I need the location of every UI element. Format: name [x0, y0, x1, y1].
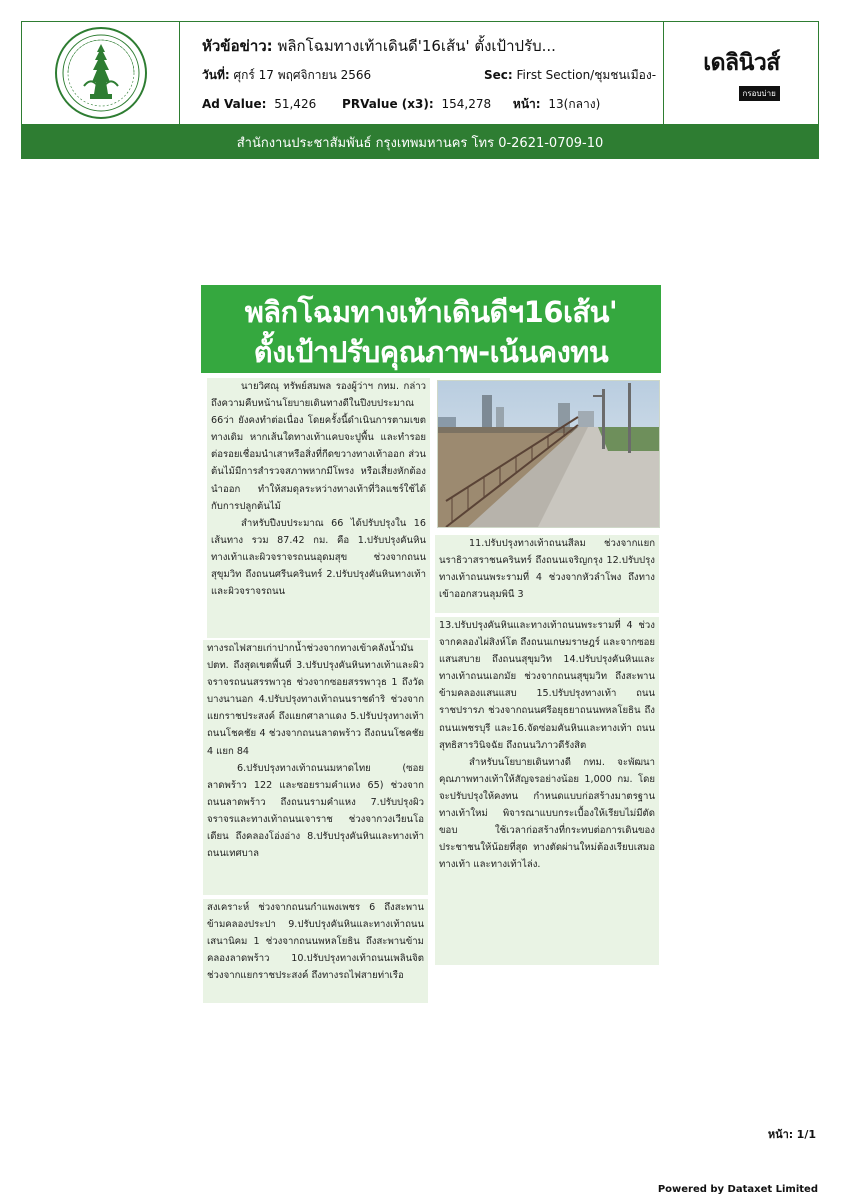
article-title-line-2: ตั้งเป้าปรับคุณภาพ-เน้นคงทน	[253, 335, 609, 369]
ad-value-label: Ad Value:	[202, 97, 267, 111]
clipping-info	[180, 22, 663, 124]
date-row	[202, 66, 657, 85]
article-paragraph: สำหรับปีงบประมาณ 66 ได้ปรับปรุงใน 16 เส้นทาง รวม 87.42 กม. คือ 1.ปรับปรุงคันหินทางเท้าและผิวจราจรถนนอุดมสุข ช่วงจากถนนสุขุมวิท ถึงถนนศรีนครินทร์ 2.ปรับปรุงคันหินทางเท้าและผิวจราจรถนน	[211, 517, 426, 598]
ad-value: 51,426	[274, 97, 317, 111]
article-title-band	[201, 285, 661, 373]
footer-page-value: 1/1	[796, 1128, 816, 1141]
article-paragraph: นายวิศณุ ทรัพย์สมพล รองผู้ว่าฯ กทม. กล่าวถึงความคืบหน้านโยบายเดินทางดีในปีงบประมาณ 66ว่า ยังคงทำต่อเนื่อง โดยครั้งนี้ดำเนินการตามเขตทางเดิม หากเส้นใดทางเท้าแคบจะปูพื้น และทำรอยต่อรอยเชื่อมนำเสาหรือสิ่งที่กีดขวางทางเท้าออก ส่วนต้นไม้มีการสำรวจสภาพหากมีโพรง หรือเสี่ยงหักต้องนำออก ทำให้สมดุลระหว่างทางเท้าที่วิลแชร์ใช้ได้ กับการปลูกต้นไม้	[211, 381, 426, 512]
brand-logo	[703, 45, 780, 101]
organization-text: สำนักงานประชาสัมพันธ์ กรุงเทพมหานคร โทร 0-2621-0709-10	[236, 135, 604, 151]
news-clipping	[201, 285, 661, 1037]
section-label: Sec:	[484, 68, 513, 82]
brand-name: เดลินิวส์	[703, 50, 780, 76]
article-paragraph: 6.ปรับปรุงทางเท้าถนนมหาดไทย (ซอยลาดพร้าว 122 และซอยรามคำแหง 65) ช่วงจากถนนลาดพร้าว ถึงถนนรามคำแหง 7.ปรับปรุงผิวจราจรและทางเท้าถนนเจาราช ช่วงจากวงเวียนโอเดียน ถึงคลองโอ่งอ่าง 8.ปรับปรุงคันหินและทางเท้าถนนเทศบาล	[207, 762, 424, 860]
value-row	[202, 95, 604, 114]
date-value: ศุกร์ 17 พฤศจิกายน 2566	[233, 68, 372, 82]
headline-text: พลิกโฉมทางเท้าเดินดี'16เส้น' ตั้งเป้าปรับ...	[277, 37, 556, 55]
section-value: First Section/ชุมชนเมือง-	[516, 68, 657, 82]
article-paragraph: 13.ปรับปรุงคันหินและทางเท้าถนนพระรามที่ 4 ช่วงจากคลองไผ่สิงห์โต ถึงถนนเกษมราษฎร์ และจากซอยแสนสบาย ถึงถนนสุขุมวิท 14.ปรับปรุงคันหินและทางเท้าถนนเอกมัย ช่วงจากถนนสุขุมวิท ถึงสะพานข้ามคลองแสนแสบ 15.ปรับปรุงทางเท้า ถนนราชปรารภ ช่วงจากถนนศรีอยุธยาถนนพหลโยธิน ถึงถนนเพชรบุรี และ16.จัดซ่อมคันหินและทางเท้า ถนนสุทธิสารวินิจฉัย ถึงถนนวิภาวดีรังสิต	[439, 620, 655, 751]
publication-brand	[663, 22, 819, 124]
article-column-3	[203, 899, 428, 1003]
article-paragraph: 11.ปรับปรุงทางเท้าถนนสีลม ช่วงจากแยกนราธิวาสราชนครินทร์ ถึงถนนเจริญกรุง 12.ปรับปรุงทางเท้าถนนพระรามที่ 4 ช่วงจากหัวลำโพง ถึงทางเข้าออกสวนลุมพินี 3	[439, 538, 655, 601]
logo-cell	[22, 22, 180, 124]
riverside-walkway-image	[438, 381, 659, 527]
article-paragraph: สงเคราะห์ ช่วงจากถนนกำแพงเพชร 6 ถึงสะพานข้ามคลองประปา 9.ปรับปรุงคันหินและทางเท้าถนนเสนานิคม 1 ช่วงจากถนนพหลโยธิน ถึงสะพานข้ามคลองลาดพร้าว 10.ปรับปรุงทางเท้าถนนเพลินจิต ช่วงจากแยกราชประสงค์ ถึงทางรถไฟสายท่าเรือ	[207, 902, 424, 982]
article-column-5	[435, 617, 659, 965]
pr-value: 154,278	[441, 97, 492, 111]
organization-bar	[21, 125, 819, 159]
walkway-photo	[437, 380, 660, 528]
article-column-1	[207, 378, 430, 638]
article-paragraph: ทางรถไฟสายเก่าปากน้ำช่วงจากทางเข้าคลังน้ำมัน ปตท. ถึงสุดเขตพื้นที่ 3.ปรับปรุงคันหินทางเท้าและผิวจราจรถนนสรรพาวุธ ช่วงจากซอยสรรพาวุธ 1 ถึงวัดบางนานอก 4.ปรับปรุงทางเท้าถนนราชดำริ ช่วงจากแยกราชประสงค์ ถึงแยกศาลาแดง 5.ปรับปรุงทางเท้าถนนโชคชัย 4 ช่วงจากถนนลาดพร้าว ถึงถนนโชคชัย 4 แยก 84	[207, 643, 424, 757]
brand-tag: กรอบบ่าย	[739, 86, 780, 101]
powered-by: Powered by Dataxet Limited	[657, 1184, 818, 1195]
article-column-4	[435, 535, 659, 613]
page-value: 13(กลาง)	[548, 97, 601, 111]
section-field	[484, 66, 656, 85]
page-label: หน้า:	[512, 97, 541, 111]
footer-page-label: หน้า:	[767, 1128, 794, 1141]
article-paragraph: สำหรับนโยบายเดินทางดี กทม. จะพัฒนาคุณภาพทางเท้าให้สัญจรอย่างน้อย 1,000 กม. โดยจะปรับปรุงให้คงทน กำหนดแบบก่อสร้างมาตรฐานทางเท้าใหม่ พิจารณาแบบกระเบื้องให้เรียบไม่มีตัดขอบ ใช้เวลาก่อสร้างที่กระทบต่อการเดินของประชาชนให้น้อยที่สุด ทางตัดผ่านใหม่ต้องเรียบเสมอทางเท้า และทางเท้าไล่ง.	[439, 756, 655, 871]
date-label: วันที่:	[202, 68, 230, 82]
bangkok-metropolitan-seal-icon	[54, 26, 148, 120]
headline-label: หัวข้อข่าว:	[202, 37, 273, 55]
headline-row	[202, 34, 556, 58]
article-column-2	[203, 640, 428, 895]
article-title-line-1: พลิกโฉมทางเท้าเดินดีฯ16เส้น'	[244, 295, 618, 329]
page-counter	[768, 1125, 816, 1143]
clipping-header	[21, 21, 819, 125]
pr-value-label: PRValue (x3):	[342, 97, 434, 111]
